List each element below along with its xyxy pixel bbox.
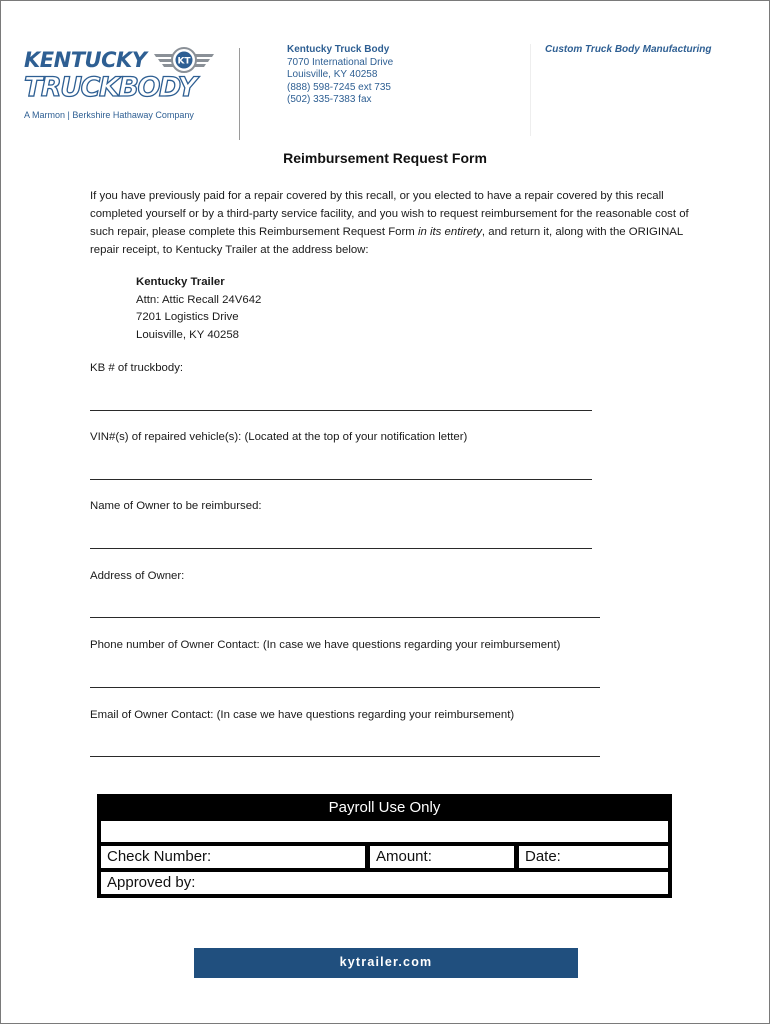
kb-number-input-line[interactable] <box>90 410 592 411</box>
check-number-cell[interactable] <box>101 846 365 868</box>
owner-name-input-line[interactable] <box>90 548 592 549</box>
field-label-kb-number: KB # of truckbody: <box>90 362 184 374</box>
svg-text:KT: KT <box>177 56 191 67</box>
address-city: Louisville, KY 40258 <box>136 328 240 341</box>
kentucky-truck-body-logo <box>24 44 220 128</box>
amount-label: Amount: <box>376 848 432 865</box>
payroll-blank-row[interactable] <box>101 821 668 842</box>
form-title: Reimbursement Request Form <box>283 150 487 166</box>
company-name: Kentucky Truck Body <box>287 44 390 55</box>
website-footer-bar[interactable]: kytrailer.com <box>194 948 578 978</box>
address-attn: Attn: Attic Recall 24V642 <box>136 293 262 306</box>
header-divider-faint <box>530 44 531 136</box>
header-divider <box>239 48 240 140</box>
company-city: Louisville, KY 40258 <box>287 69 378 80</box>
logo-word-truckbody: TRUCKBODY <box>24 72 196 103</box>
logo-tagline: A Marmon | Berkshire Hathaway Company <box>24 110 194 120</box>
logo-word-kentucky: KENTUCKY <box>24 48 147 72</box>
owner-address-input-line[interactable] <box>90 617 600 618</box>
owner-phone-input-line[interactable] <box>90 687 600 688</box>
field-label-owner-name: Name of Owner to be reimbursed: <box>90 500 262 512</box>
intro-text: If you have previously paid for a repair covered by this recall, or you elected to have a repair covered by this recall completed yourself or by a third-party service facility, and you wish to request reimbursement for the reasonable cost of such repair, please complete this Reimbursement Request Form <box>90 190 689 238</box>
company-phone: (888) 598-7245 ext 735 <box>287 81 391 93</box>
company-tagline: Custom Truck Body Manufacturing <box>545 44 712 55</box>
field-label-owner-phone: Phone number of Owner Contact: (In case we have questions regarding your reimbursement) <box>90 639 561 651</box>
date-label: Date: <box>525 848 561 865</box>
intro-emphasis: in its entirety <box>417 226 482 238</box>
approved-by-cell[interactable] <box>101 872 668 894</box>
amount-cell[interactable] <box>370 846 514 868</box>
field-label-owner-email: Email of Owner Contact: (In case we have questions regarding your reimbursement) <box>90 709 515 721</box>
return-address <box>136 274 261 344</box>
payroll-use-only-box <box>97 794 672 898</box>
field-label-vin: VIN#(s) of repaired vehicle(s): (Located at the top of your notification letter) <box>90 431 468 443</box>
approved-by-label: Approved by: <box>107 874 196 891</box>
check-number-label: Check Number: <box>107 848 212 865</box>
address-street: 7201 Logistics Drive <box>136 311 239 323</box>
company-street: 7070 International Drive <box>287 56 394 68</box>
owner-email-input-line[interactable] <box>90 756 600 757</box>
intro-paragraph <box>90 187 690 259</box>
date-cell[interactable] <box>519 846 668 868</box>
company-contact-block <box>287 44 393 107</box>
intro-text-tail: , and return it, along with the ORIGINAL repair receipt, to Kentucky Trailer at the address below: <box>90 226 683 256</box>
vin-input-line[interactable] <box>90 479 592 480</box>
payroll-title: Payroll Use Only <box>328 799 441 816</box>
field-label-owner-address: Address of Owner: <box>90 570 185 582</box>
company-fax: (502) 335-7383 fax <box>287 94 372 105</box>
address-name: Kentucky Trailer <box>136 276 225 288</box>
